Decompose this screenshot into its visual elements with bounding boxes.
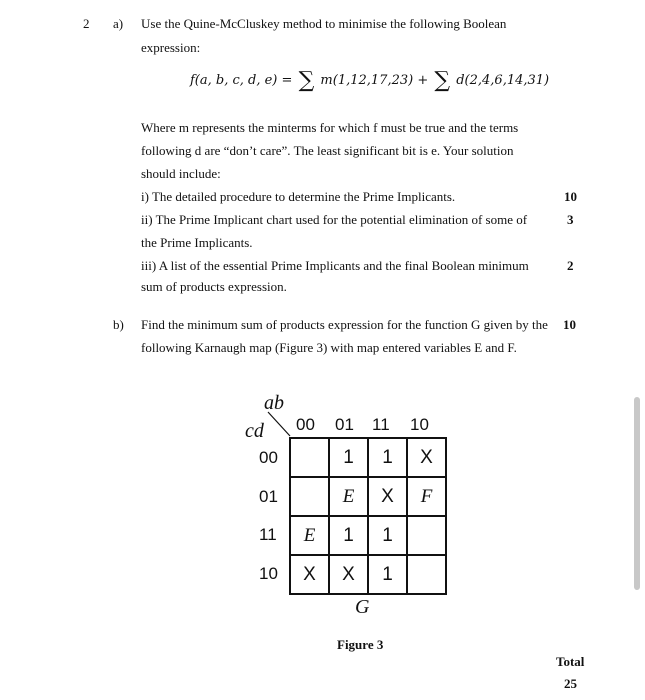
item-i-text: i) The detailed procedure to determine the Prime Implicants. bbox=[141, 189, 456, 204]
kmap-cell: 1 bbox=[368, 438, 407, 477]
item-iii-marks: 2 bbox=[567, 258, 574, 273]
kmap-row bbox=[290, 555, 446, 594]
kmap-cell bbox=[407, 516, 446, 555]
kmap-cell bbox=[407, 555, 446, 594]
kmap-cell: X bbox=[290, 555, 329, 594]
kmap-cell: 1 bbox=[368, 555, 407, 594]
para-line3: should include: bbox=[141, 166, 221, 181]
part-b-label: b) bbox=[113, 317, 124, 332]
part-a-label: a) bbox=[113, 16, 124, 31]
kmap-top-variable: ab bbox=[264, 392, 284, 414]
kmap-cell: E bbox=[290, 516, 329, 555]
sum-symbol-1: ∑ bbox=[298, 68, 315, 93]
total-label: Total bbox=[556, 654, 585, 669]
kmap-cell: 1 bbox=[368, 516, 407, 555]
kmap-col-header: 11 bbox=[372, 415, 390, 434]
kmap-side-variable: cd bbox=[245, 420, 264, 442]
sum-symbol-2: ∑ bbox=[434, 68, 451, 93]
part-a-intro-line2: expression: bbox=[141, 40, 201, 55]
item-i-marks: 10 bbox=[564, 189, 577, 204]
kmap-function-label: G bbox=[355, 596, 370, 618]
item-iii-text-line2: sum of products expression. bbox=[141, 279, 287, 294]
kmap-row bbox=[290, 516, 446, 555]
kmap-cell: 1 bbox=[329, 516, 368, 555]
question-number: 2 bbox=[83, 16, 90, 31]
kmap-cell: X bbox=[407, 438, 446, 477]
item-ii-text-line1: ii) The Prime Implicant chart used for the potential elimination of some of bbox=[141, 212, 528, 227]
formula-lhs: f(a, b, c, d, e) = bbox=[190, 73, 293, 88]
kmap-col-header: 00 bbox=[296, 415, 315, 434]
kmap-row-header: 00 bbox=[259, 448, 278, 467]
para-line1: Where m represents the minterms for which f must be true and the terms bbox=[141, 120, 519, 135]
part-a-intro-line1: Use the Quine-McCluskey method to minimise the following Boolean bbox=[141, 16, 507, 31]
kmap-cell bbox=[290, 438, 329, 477]
item-iii-text-line1: iii) A list of the essential Prime Implicants and the final Boolean minimum bbox=[141, 258, 529, 273]
figure-caption: Figure 3 bbox=[337, 637, 384, 652]
part-b-line1: Find the minimum sum of products expression for the function G given by the bbox=[141, 317, 548, 332]
boolean-formula bbox=[190, 65, 550, 93]
kmap-cell: X bbox=[329, 555, 368, 594]
kmap-col-header: 10 bbox=[410, 415, 429, 434]
total-value: 25 bbox=[564, 676, 577, 691]
kmap-row bbox=[290, 477, 446, 516]
para-line2: following d are “don’t care”. The least significant bit is e. Your solution bbox=[141, 143, 514, 158]
kmap-row bbox=[290, 438, 446, 477]
kmap-col-header: 01 bbox=[335, 415, 354, 434]
formula-dont-cares: d(2,4,6,14,31) bbox=[456, 73, 550, 88]
part-b-line2: following Karnaugh map (Figure 3) with map entered variables E and F. bbox=[141, 340, 517, 355]
item-ii-marks: 3 bbox=[567, 212, 574, 227]
kmap-cell: X bbox=[368, 477, 407, 516]
kmap-row-header: 01 bbox=[259, 487, 278, 506]
karnaugh-map-grid bbox=[289, 437, 447, 595]
vertical-scrollbar[interactable] bbox=[634, 397, 640, 590]
kmap-row-header: 10 bbox=[259, 564, 278, 583]
kmap-cell bbox=[290, 477, 329, 516]
kmap-row-header: 11 bbox=[259, 525, 277, 544]
formula-minterms: m(1,12,17,23) + bbox=[320, 73, 429, 88]
part-b-marks: 10 bbox=[563, 317, 576, 332]
kmap-corner-diagonal bbox=[258, 410, 298, 440]
kmap-cell: E bbox=[329, 477, 368, 516]
item-ii-text-line2: the Prime Implicants. bbox=[141, 235, 253, 250]
kmap-cell: 1 bbox=[329, 438, 368, 477]
kmap-cell: F bbox=[407, 477, 446, 516]
